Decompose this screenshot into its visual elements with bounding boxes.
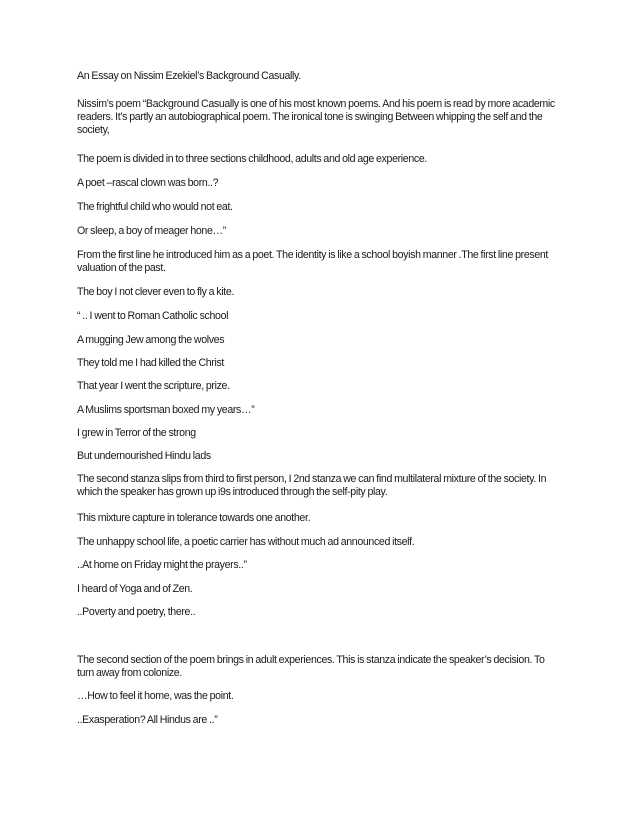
quote-line: A Muslims sportsman boxed my years…” — [77, 404, 255, 416]
quote-line: The frightful child who would not eat. — [77, 201, 233, 213]
quote-line: But undernourished Hindu lads — [77, 450, 211, 462]
essay-title: An Essay on Nissim Ezekiel’s Background Casually. — [77, 70, 301, 82]
quote-line: ..At home on Friday might the prayers..” — [77, 559, 247, 571]
quote-line: They told me I had killed the Christ — [77, 357, 225, 369]
quote-line: “ .. I went to Roman Catholic school — [77, 310, 229, 322]
quote-line: ..Exasperation? All Hindus are ..” — [77, 714, 218, 726]
quote-line: …How to feel it home, was the point. — [77, 690, 234, 702]
analysis-paragraph: The second stanza slips from third to first person, I 2nd stanza we can find multilateral mixture of the society. In which the speaker has grown up i9s introduced through the self-pity play. — [77, 473, 547, 499]
quote-line: I grew in Terror of the strong — [77, 427, 196, 439]
quote-line: A mugging Jew among the wolves — [77, 334, 225, 346]
quote-line: I heard of Yoga and of Zen. — [77, 583, 193, 595]
analysis-line: This mixture capture in tolerance towards one another. — [77, 512, 311, 524]
intro-paragraph: Nissim’s poem “Background Casually is one of his most known poems. And his poem is read by more academic readers. It’s partly an autobiographical poem. The ironical tone is swinging Between whipping the self and the society, — [77, 98, 555, 137]
quote-line: ..Poverty and poetry, there.. — [77, 606, 196, 618]
quote-line: A poet –rascal clown was born..? — [77, 177, 219, 189]
analysis-paragraph: From the first line he introduced him as a poet. The identity is like a school boyish manner .The first line present valuation of the past. — [77, 249, 548, 275]
quote-line: Or sleep, a boy of meager hone…” — [77, 225, 226, 237]
quote-line: That year I went the scripture, prize. — [77, 380, 230, 392]
analysis-paragraph: The second section of the poem brings in adult experiences. This is stanza indicate the speaker’s decision. To turn away from colonize. — [77, 654, 545, 680]
analysis-line: The boy I not clever even to fly a kite. — [77, 286, 234, 298]
analysis-line: The unhappy school life, a poetic carrier has without much ad announced itself. — [77, 536, 415, 548]
sections-paragraph: The poem is divided in to three sections childhood, adults and old age experience. — [77, 153, 427, 165]
